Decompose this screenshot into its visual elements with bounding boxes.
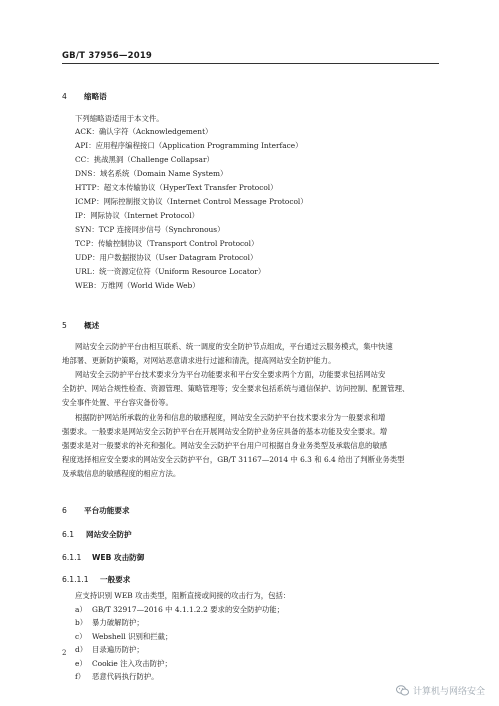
page-number: 2 — [62, 649, 67, 657]
list-marker: a） — [75, 605, 87, 614]
list-marker: b） — [75, 618, 88, 627]
section-title: WEB 攻击防御 — [92, 553, 145, 562]
list-item-text: Cookie 注入攻击防护； — [92, 659, 172, 668]
section-number: 4 — [62, 92, 67, 101]
paragraph-line: 根据防护网站所承载的业务和信息的敏感程度，网站安全云防护平台技术要求分为一般要求和增 — [75, 413, 386, 422]
paragraph-line: 地部署、更新防护策略，对网站恶意请求进行过滤和清洗，提高网站安全防护能力。 — [62, 356, 336, 365]
abbreviation-entry: HTTP：超文本传输协议（HyperText Transfer Protocol） — [75, 183, 278, 192]
abbreviation-entry: SYN：TCP 连接同步信号（Synchronous） — [75, 225, 225, 234]
list-item-text: GB/T 32917—2016 中 4.1.1.2.2 要求的安全防护功能； — [92, 605, 285, 614]
section-5-heading — [62, 320, 99, 331]
section-number: 6.1.1 — [62, 553, 82, 562]
list-item-text: Webshell 识别和拦截； — [92, 632, 173, 641]
paragraph-line: 强要求是对一般要求的补充和强化。网站安全云防护平台用户可根据自身业务类型及承载信息的敏感 — [62, 441, 388, 450]
list-marker: f） — [75, 672, 86, 681]
abbreviation-entry: IP：网际协议（Internet Protocol） — [75, 211, 199, 220]
paragraph-line: 全防护、网站合规性检查、资源管理、策略管理等；安全要求包括系统与通信保护、访问控制、配置管理、 — [62, 384, 410, 393]
paragraph-line: 强要求。一般要求是网站安全云防护平台在开展网站安全防护业务应具备的基本功能及安全要求。增 — [62, 427, 388, 436]
section-title: 缩略语 — [84, 92, 107, 101]
section-4-heading — [62, 91, 107, 102]
list-item — [75, 659, 172, 668]
paragraph-line: 网站安全云防护平台技术要求分为平台功能要求和平台安全要求两个方面，功能要求包括网站安 — [75, 370, 386, 379]
list-item — [75, 672, 159, 681]
abbreviation-entry: API：应用程序编程接口（Application Programming Interface） — [75, 141, 303, 150]
paragraph-line: 安全事件处置、平台容灾备份等。 — [62, 398, 173, 407]
section-6-1-1-1-heading — [62, 574, 130, 585]
abbreviation-entry: UDP：用户数据报协议（User Datagram Protocol） — [75, 253, 258, 262]
abbreviation-entry: DNS：域名系统（Domain Name System） — [75, 169, 228, 178]
section-title: 概述 — [84, 321, 100, 330]
list-item-text: 目录遍历防护； — [92, 645, 144, 654]
watermark — [396, 684, 485, 697]
list-item — [75, 618, 144, 627]
watermark-text: 计算机与网络安全 — [412, 687, 485, 697]
standard-number: GB/T 37956—2019 — [62, 51, 153, 61]
section-6-heading — [62, 505, 130, 516]
list-marker: e） — [75, 659, 87, 668]
paragraph-line: 程度选择相应安全要求的网站安全云防护平台，GB/T 31167—2014 中 6.3 和 6.4 给出了判断业务类型 — [62, 455, 405, 464]
header-rule — [62, 63, 439, 64]
paragraph-line: 及承载信息的敏感程度的相应方法。 — [62, 469, 181, 478]
section-6-1-1-heading — [62, 552, 144, 563]
section-6-1-heading — [62, 529, 132, 540]
section-title: 网站安全防护 — [86, 530, 132, 539]
list-item — [75, 632, 172, 641]
section-4-intro: 下列缩略语适用于本文件。 — [75, 114, 164, 123]
section-number: 5 — [62, 321, 67, 330]
list-item — [75, 645, 144, 654]
paragraph-line: 网站安全云防护平台由相互联系、统一调度的安全防护节点组成，平台通过云服务模式，集中快速 — [75, 342, 393, 351]
abbreviation-entry: WEB：万维网（World Wide Web） — [75, 281, 200, 290]
section-title: 平台功能要求 — [84, 506, 130, 515]
section-number: 6.1.1.1 — [62, 575, 89, 584]
abbreviation-entry: TCP：传输控制协议（Transport Control Protocol） — [75, 239, 259, 248]
list-item-text: 恶意代码执行防护。 — [92, 672, 159, 681]
list-item-text: 暴力破解防护； — [92, 618, 144, 627]
section-title: 一般要求 — [100, 575, 131, 584]
section-number: 6 — [62, 506, 67, 515]
abbreviation-entry: ACK：确认字符（Acknowledgement） — [75, 127, 213, 136]
list-marker: d） — [75, 645, 88, 654]
section-number: 6.1 — [62, 530, 75, 539]
abbreviation-entry: URL：统一资源定位符（Uniform Resource Locator） — [75, 267, 266, 276]
abbreviation-entry: ICMP：网际控制报文协议（Internet Control Message Protocol） — [75, 197, 308, 206]
abbreviation-entry: CC：挑战黑洞（Challenge Collapsar） — [75, 155, 214, 164]
list-marker: c） — [75, 632, 87, 641]
requirement-intro: 应支持识别 WEB 攻击类型，阻断直接或间接的攻击行为，包括： — [75, 591, 291, 600]
list-item — [75, 605, 284, 614]
wechat-icon — [396, 685, 409, 696]
